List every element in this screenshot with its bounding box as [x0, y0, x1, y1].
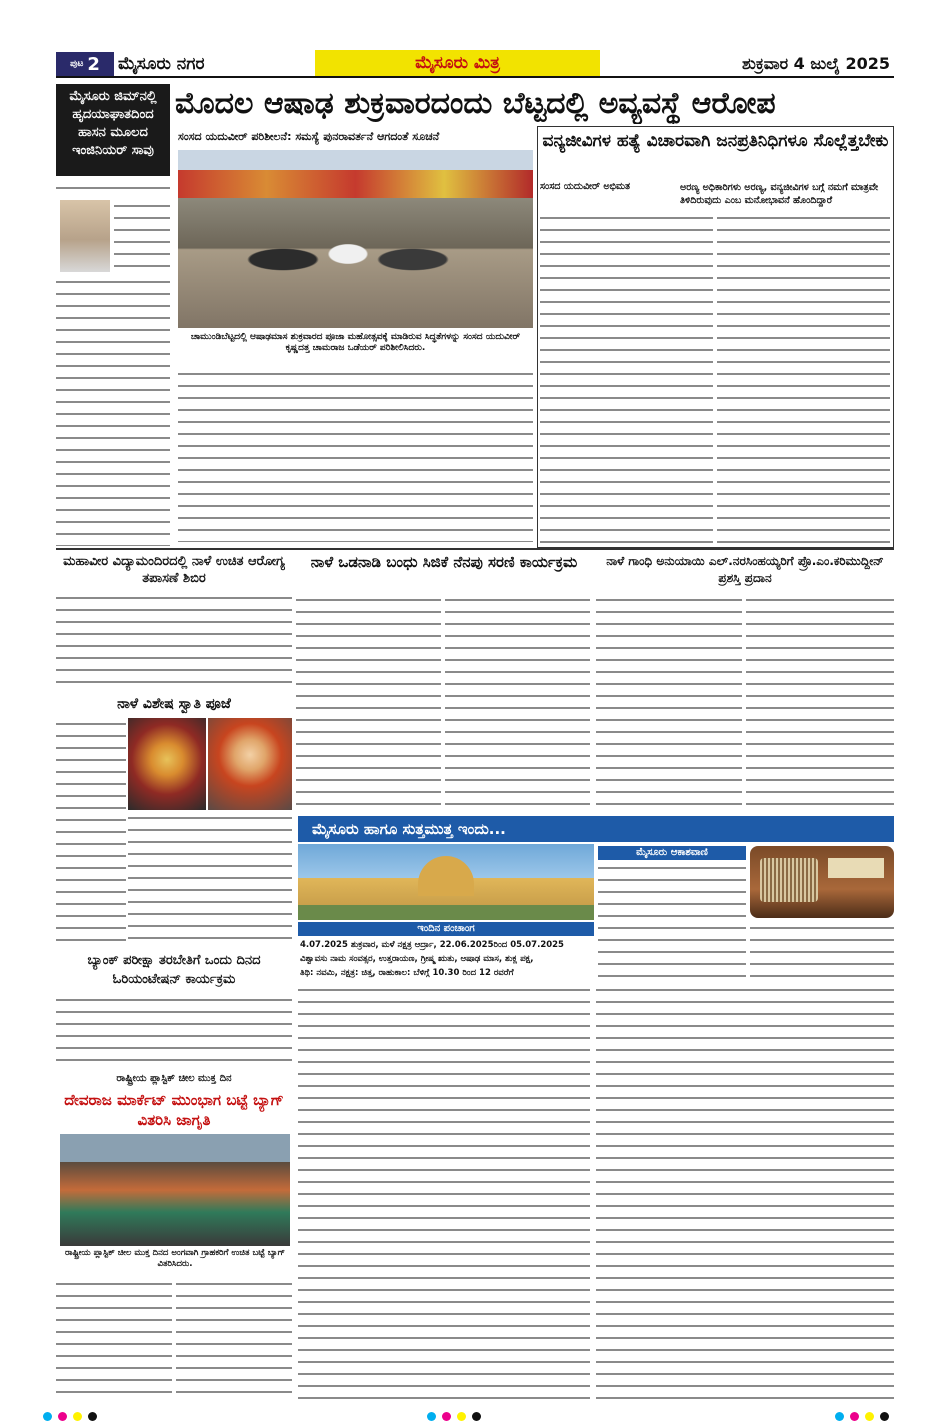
color-registration-left [40, 1406, 140, 1418]
left-story-body [56, 182, 170, 198]
panchanga-text [300, 938, 594, 980]
today-banner [298, 816, 894, 842]
issue-date: ಶುಕ್ರವಾರ 4 ಜುಲೈ 2025 [742, 54, 891, 73]
plastic-photo [60, 1134, 290, 1246]
odanadi-headline: ನಾಳೆ ಒಡನಾಡಿ ಬಂಧು ಸಿಜಿಕೆ ನೆನಪು ಸರಣಿ ಕಾರ್ಯಕ್ರಮ [310, 553, 578, 571]
radio-schedule [750, 922, 894, 980]
plastic-kicker: ರಾಷ್ಟ್ರೀಯ ಪ್ಲಾಸ್ಟಿಕ್ ಚೀಲ ಮುಕ್ತ ದಿನ [116, 1073, 232, 1084]
color-registration-right [832, 1406, 932, 1418]
masthead: ಮೈಸೂರು ಮಿತ್ರ [315, 50, 600, 76]
main-headline: ಮೊದಲ ಆಷಾಢ ಶುಕ್ರವಾರದಂದು ಬೆಟ್ಟದಲ್ಲಿ ಅವ್ಯವಸ್ಥೆ ಆರೋಪ [175, 86, 776, 121]
panchanga-label: ಇಂದಿನ ಪಂಚಾಂಗ [298, 922, 594, 936]
page-number-badge: ಪುಟ 2 [56, 52, 114, 76]
left-story-body [56, 276, 170, 546]
bank-headline: ಬ್ಯಾಂಕ್ ಪರೀಕ್ಷಾ ತರಬೇತಿಗೆ ಒಂದು ದಿನದ ಓರಿಯಂಟೇಷನ್ ಕಾರ್ಯಕ್ರಮ [87, 953, 261, 987]
odanadi-body [445, 594, 590, 812]
plastic-body [176, 1278, 292, 1402]
deity-photo [128, 718, 206, 810]
swathi-body [56, 778, 126, 948]
gandhi-headline: ನಾಳೆ ಗಾಂಧಿ ಅನುಯಾಯಿ ಎಲ್.ನರಸಿಂಹಯ್ಯರಿಗೆ ಪ್ರೊ.ಎಂ.ಕರಿಮುದ್ದೀನ್ ಪ್ರಶಸ್ತಿ ಪ್ರದಾನ [606, 554, 884, 585]
today-title: ಮೈಸೂರು ಹಾಗೂ ಸುತ್ತಮುತ್ತ ಇಂದು... [312, 820, 506, 838]
main-photo-caption: ಚಾಮುಂಡಿಬೆಟ್ಟದಲ್ಲಿ ಆಷಾಢಮಾಸ ಶುಕ್ರವಾರದ ಪೂಜಾ ಮಹೋತ್ಸವಕ್ಕೆ ಮಾಡಿರುವ ಸಿದ್ಧತೆಗಳನ್ನು ಸಂಸದ ಯದುವೀರ್ ಕೃಷ್ಣದತ್ತ ಚಾಮರಾಜ ಒಡೆಯರ್ ಪರಿಶೀಲಿಸಿದರು. [190, 332, 521, 353]
swamiji-photo [208, 718, 292, 810]
color-registration-center [424, 1406, 524, 1418]
main-photo [178, 150, 533, 328]
section-title: ಮೈಸೂರು ನಗರ [118, 54, 205, 74]
plastic-body [56, 1278, 172, 1402]
mahaveer-headline: ಮಹಾವೀರ ವಿದ್ಯಾಮಂದಿರದಲ್ಲಿ ನಾಳೆ ಉಚಿತ ಆರೋಗ್ಯ ತಪಾಸಣೆ ಶಿಬಿರ [63, 554, 285, 586]
main-kicker: ಸಂಸದ ಯದುವೀರ್ ಪರಿಶೀಲನೆ: ಸಮಸ್ಯೆ ಪುನರಾವರ್ತನೆ ಆಗದಂತೆ ಸೂಚನೆ [178, 130, 440, 143]
panchanga-line: ವಿಶ್ವಾವಸು ನಾಮ ಸಂವತ್ಸರ, ಉತ್ತರಾಯಣ, ಗ್ರೀಷ್ಮ ಋತು, ಆಷಾಢ ಮಾಸ, ಶುಕ್ಲ ಪಕ್ಷ, [300, 954, 534, 964]
mahaveer-body [56, 592, 292, 690]
gandhi-body [746, 594, 894, 812]
swathi-body [56, 718, 126, 774]
left-story-photo [60, 200, 110, 272]
swathi-headline: ನಾಳೆ ವಿಶೇಷ ಸ್ವಾತಿ ಪೂಜೆ [117, 696, 231, 712]
plastic-headline: ದೇವರಾಜ ಮಾರ್ಕೆಟ್ ಮುಂಭಾಗ ಬಟ್ಟೆ ಬ್ಯಾಗ್ ವಿತರಿಸಿ ಜಾಗೃತಿ [64, 1091, 284, 1129]
gandhi-body [596, 594, 742, 812]
panchanga-line: 4.07.2025 ಶುಕ್ರವಾರ, ಮಳೆ ನಕ್ಷತ್ರ ಆರ್ದ್ರಾ, 22.06.2025ರಿಂದ 05.07.2025 [300, 940, 564, 950]
right-story-body [540, 212, 713, 544]
panchanga-line: ತಿಥಿ: ನವಮಿ, ನಕ್ಷತ್ರ: ಚಿತ್ತ, ರಾಹುಕಾಲ: ಬೆಳಿಗ್ಗೆ 10.30 ರಿಂದ 12 ರವರೆಗೆ [300, 968, 514, 978]
swathi-body [128, 812, 292, 948]
plastic-photo-caption: ರಾಷ್ಟ್ರೀಯ ಪ್ಲಾಸ್ಟಿಕ್ ಚೀಲ ಮುಕ್ತ ದಿನದ ಅಂಗವಾಗಿ ಗ್ರಾಹಕರಿಗೆ ಉಚಿತ ಬಟ್ಟೆ ಬ್ಯಾಗ್ ವಿತರಿಸಿದರು. [64, 1248, 286, 1269]
radio-title: ಮೈಸೂರು ಆಕಾಶವಾಣಿ [598, 846, 746, 860]
right-story-headline: ವನ್ಯಜೀವಿಗಳ ಹತ್ಯೆ ವಿಚಾರವಾಗಿ ಜನಪ್ರತಿನಿಧಿಗಳೂ ಸೊಲ್ಲೆತ್ತಬೇಕು [542, 131, 889, 151]
right-story-body [717, 212, 890, 544]
radio-schedule [598, 862, 746, 980]
main-story-body [178, 368, 533, 542]
right-story-bullet: ಸಂಸದ ಯದುವೀರ್ ಅಭಿಮತ [540, 181, 631, 192]
right-story-bullet: ಅರಣ್ಯ ಅಧಿಕಾರಿಗಳು ಅರಣ್ಯ, ವನ್ಯಜೀವಿಗಳ ಬಗ್ಗೆ ನಮಗೆ ಮಾತ್ರವೇ ತಿಳಿದಿರುವುದು ಎಂಬ ಮನೋಭಾವನೆ ಹೊಂದಿದ್ದಾರೆ [680, 182, 879, 206]
left-story-body [114, 200, 170, 272]
left-story-head: ಮೈಸೂರು ಜಿಮ್‌ನಲ್ಲಿ ಹೃದಯಾಘಾತದಿಂದ ಹಾಸನ ಮೂಲದ ಇಂಜಿನಿಯರ್ ಸಾವು [56, 84, 170, 176]
radio-photo [750, 846, 894, 918]
today-listings [298, 984, 590, 1402]
today-listings [596, 984, 894, 1402]
palace-photo [298, 844, 594, 920]
bank-body [56, 994, 292, 1066]
odanadi-body [296, 594, 441, 812]
